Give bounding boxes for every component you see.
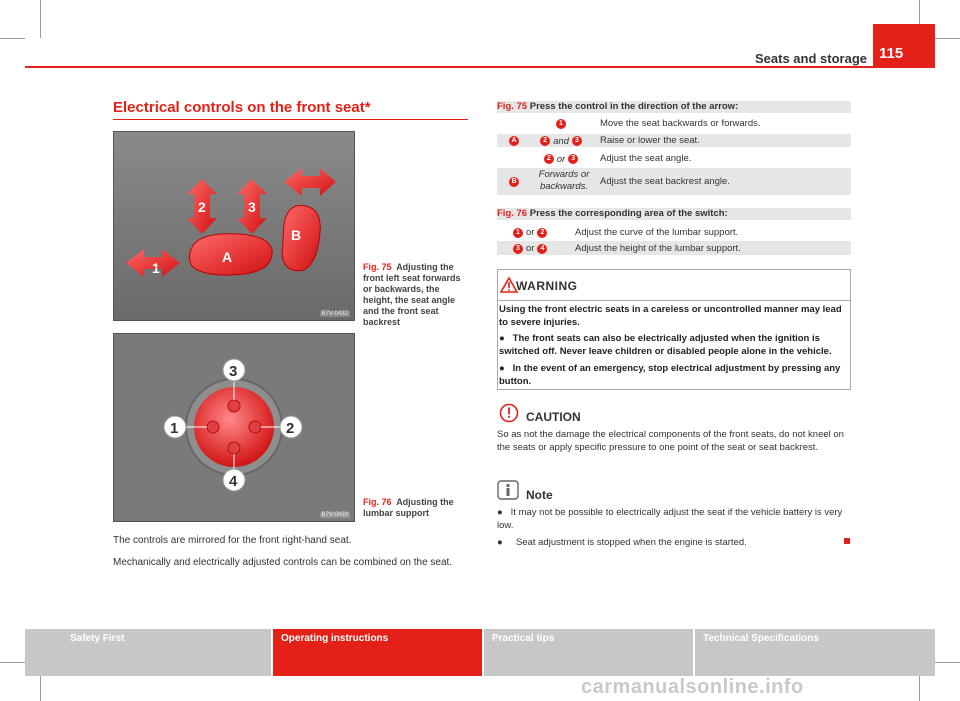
figure-number: Fig. 75 — [363, 262, 392, 272]
warning-item: ● In the event of an emergency, stop electrical adjustment by pressing any button. — [499, 363, 841, 387]
figure-75-caption — [363, 262, 468, 328]
figure-75-seat-controls — [113, 131, 355, 321]
bullet-icon: ● — [499, 363, 505, 374]
bullet-icon: ● — [497, 537, 503, 548]
lumbar-switch-illustration — [114, 334, 354, 521]
description-cell: Raise or lower the seat. — [600, 135, 700, 146]
header-rule — [25, 66, 935, 68]
figure-number: Fig. 76 — [497, 208, 528, 219]
body-paragraph: The controls are mirrored for the front right-hand seat. — [113, 535, 352, 546]
crop-mark — [0, 662, 25, 663]
section-title: Electrical controls on the front seat* — [113, 99, 371, 116]
running-header: Seats and storage — [755, 51, 867, 66]
footer-tab-practical-tips[interactable]: Practical tips — [484, 629, 693, 676]
label-1: 1 — [152, 260, 160, 276]
table-title: Press the control in the direction of the arrow: — [529, 101, 739, 112]
bullet-icon: ● — [499, 333, 505, 344]
label-3: 3 — [248, 199, 256, 215]
warning-item: ● The front seats can also be electrically adjusted when the ignition is switched off. Never leave children or disabled people alone in the vehicle. — [499, 333, 832, 357]
table-76-heading — [497, 208, 851, 220]
table-title: Press the corresponding area of the switch: — [529, 208, 728, 219]
warning-title: WARNING — [516, 279, 578, 293]
footer-tab-safety-first[interactable]: Safety First — [25, 629, 271, 676]
watermark: carmanualsonline.info — [581, 676, 804, 698]
crop-mark — [0, 38, 25, 39]
control-cell: 3 or 4 — [512, 243, 548, 254]
end-of-section-marker — [844, 538, 850, 544]
section-rule — [113, 119, 468, 120]
label-2: 2 — [198, 199, 206, 215]
body-paragraph: Mechanically and electrically adjusted controls can be combined on the seat. — [113, 557, 453, 568]
table-75-heading — [497, 101, 851, 113]
description-cell: Adjust the seat backrest angle. — [600, 176, 730, 187]
crop-mark — [935, 38, 960, 39]
description-cell: Adjust the height of the lumbar support. — [575, 243, 741, 254]
control-b-marker: B — [509, 177, 519, 187]
description-cell: Move the seat backwards or forwards. — [600, 118, 761, 129]
description-cell: Adjust the seat angle. — [600, 153, 692, 164]
control-cell: Forwards or backwards. — [538, 169, 590, 192]
description-cell: Adjust the curve of the lumbar support. — [575, 227, 739, 238]
control-cell: 2 and 3 — [530, 135, 592, 147]
figure-number: Fig. 76 — [363, 497, 392, 507]
caution-title: CAUTION — [526, 410, 581, 424]
control-cell: 1 — [530, 118, 592, 130]
warning-divider — [497, 300, 851, 301]
crop-mark — [919, 676, 920, 701]
control-cell: 2 or 3 — [530, 153, 592, 165]
note-item: ● Seat adjustment is stopped when the engine is started. — [497, 537, 747, 548]
label-b: B — [291, 227, 302, 243]
caution-icon — [499, 403, 519, 423]
label-a: A — [222, 249, 233, 265]
figure-code: B7V-0433 — [321, 512, 348, 518]
bullet-icon: ● — [497, 507, 503, 518]
figure-code: B7V-0432 — [321, 311, 348, 317]
page-number: 115 — [873, 24, 935, 66]
note-title: Note — [526, 488, 553, 502]
control-cell: 1 or 2 — [512, 227, 548, 238]
control-a-marker: A — [509, 136, 519, 146]
caption-text: Adjusting the front left seat forwards or backwards, the height, the seat angle and the front seat backrest — [363, 262, 461, 327]
footer-tab-technical-specifications[interactable]: Technical Specifications — [695, 629, 935, 676]
seat-controls-illustration — [114, 132, 354, 320]
figure-number: Fig. 75 — [497, 101, 528, 112]
label-2: 2 — [286, 420, 295, 437]
crop-mark — [40, 676, 41, 701]
figure-76-lumbar-switch — [113, 333, 355, 522]
figure-76-caption — [363, 497, 468, 519]
caution-text: So as not the damage the electrical components of the front seats, do not kneel on the seats or apply specific pressure to one point of the seat or seat backrest. — [497, 429, 844, 453]
note-item: ● It may not be possible to electrically adjust the seat if the vehicle battery is very low. — [497, 507, 843, 531]
note-icon — [497, 480, 519, 500]
crop-mark — [935, 662, 960, 663]
label-1: 1 — [170, 420, 179, 437]
warning-text: Using the front electric seats in a careless or uncontrolled manner may lead to severe injuries. — [499, 304, 842, 328]
caption-text: Adjusting the lumbar support — [363, 497, 454, 518]
footer-tab-operating-instructions[interactable]: Operating instructions — [273, 629, 482, 676]
label-3: 3 — [229, 363, 238, 380]
label-4: 4 — [229, 473, 238, 490]
crop-mark — [40, 0, 41, 38]
